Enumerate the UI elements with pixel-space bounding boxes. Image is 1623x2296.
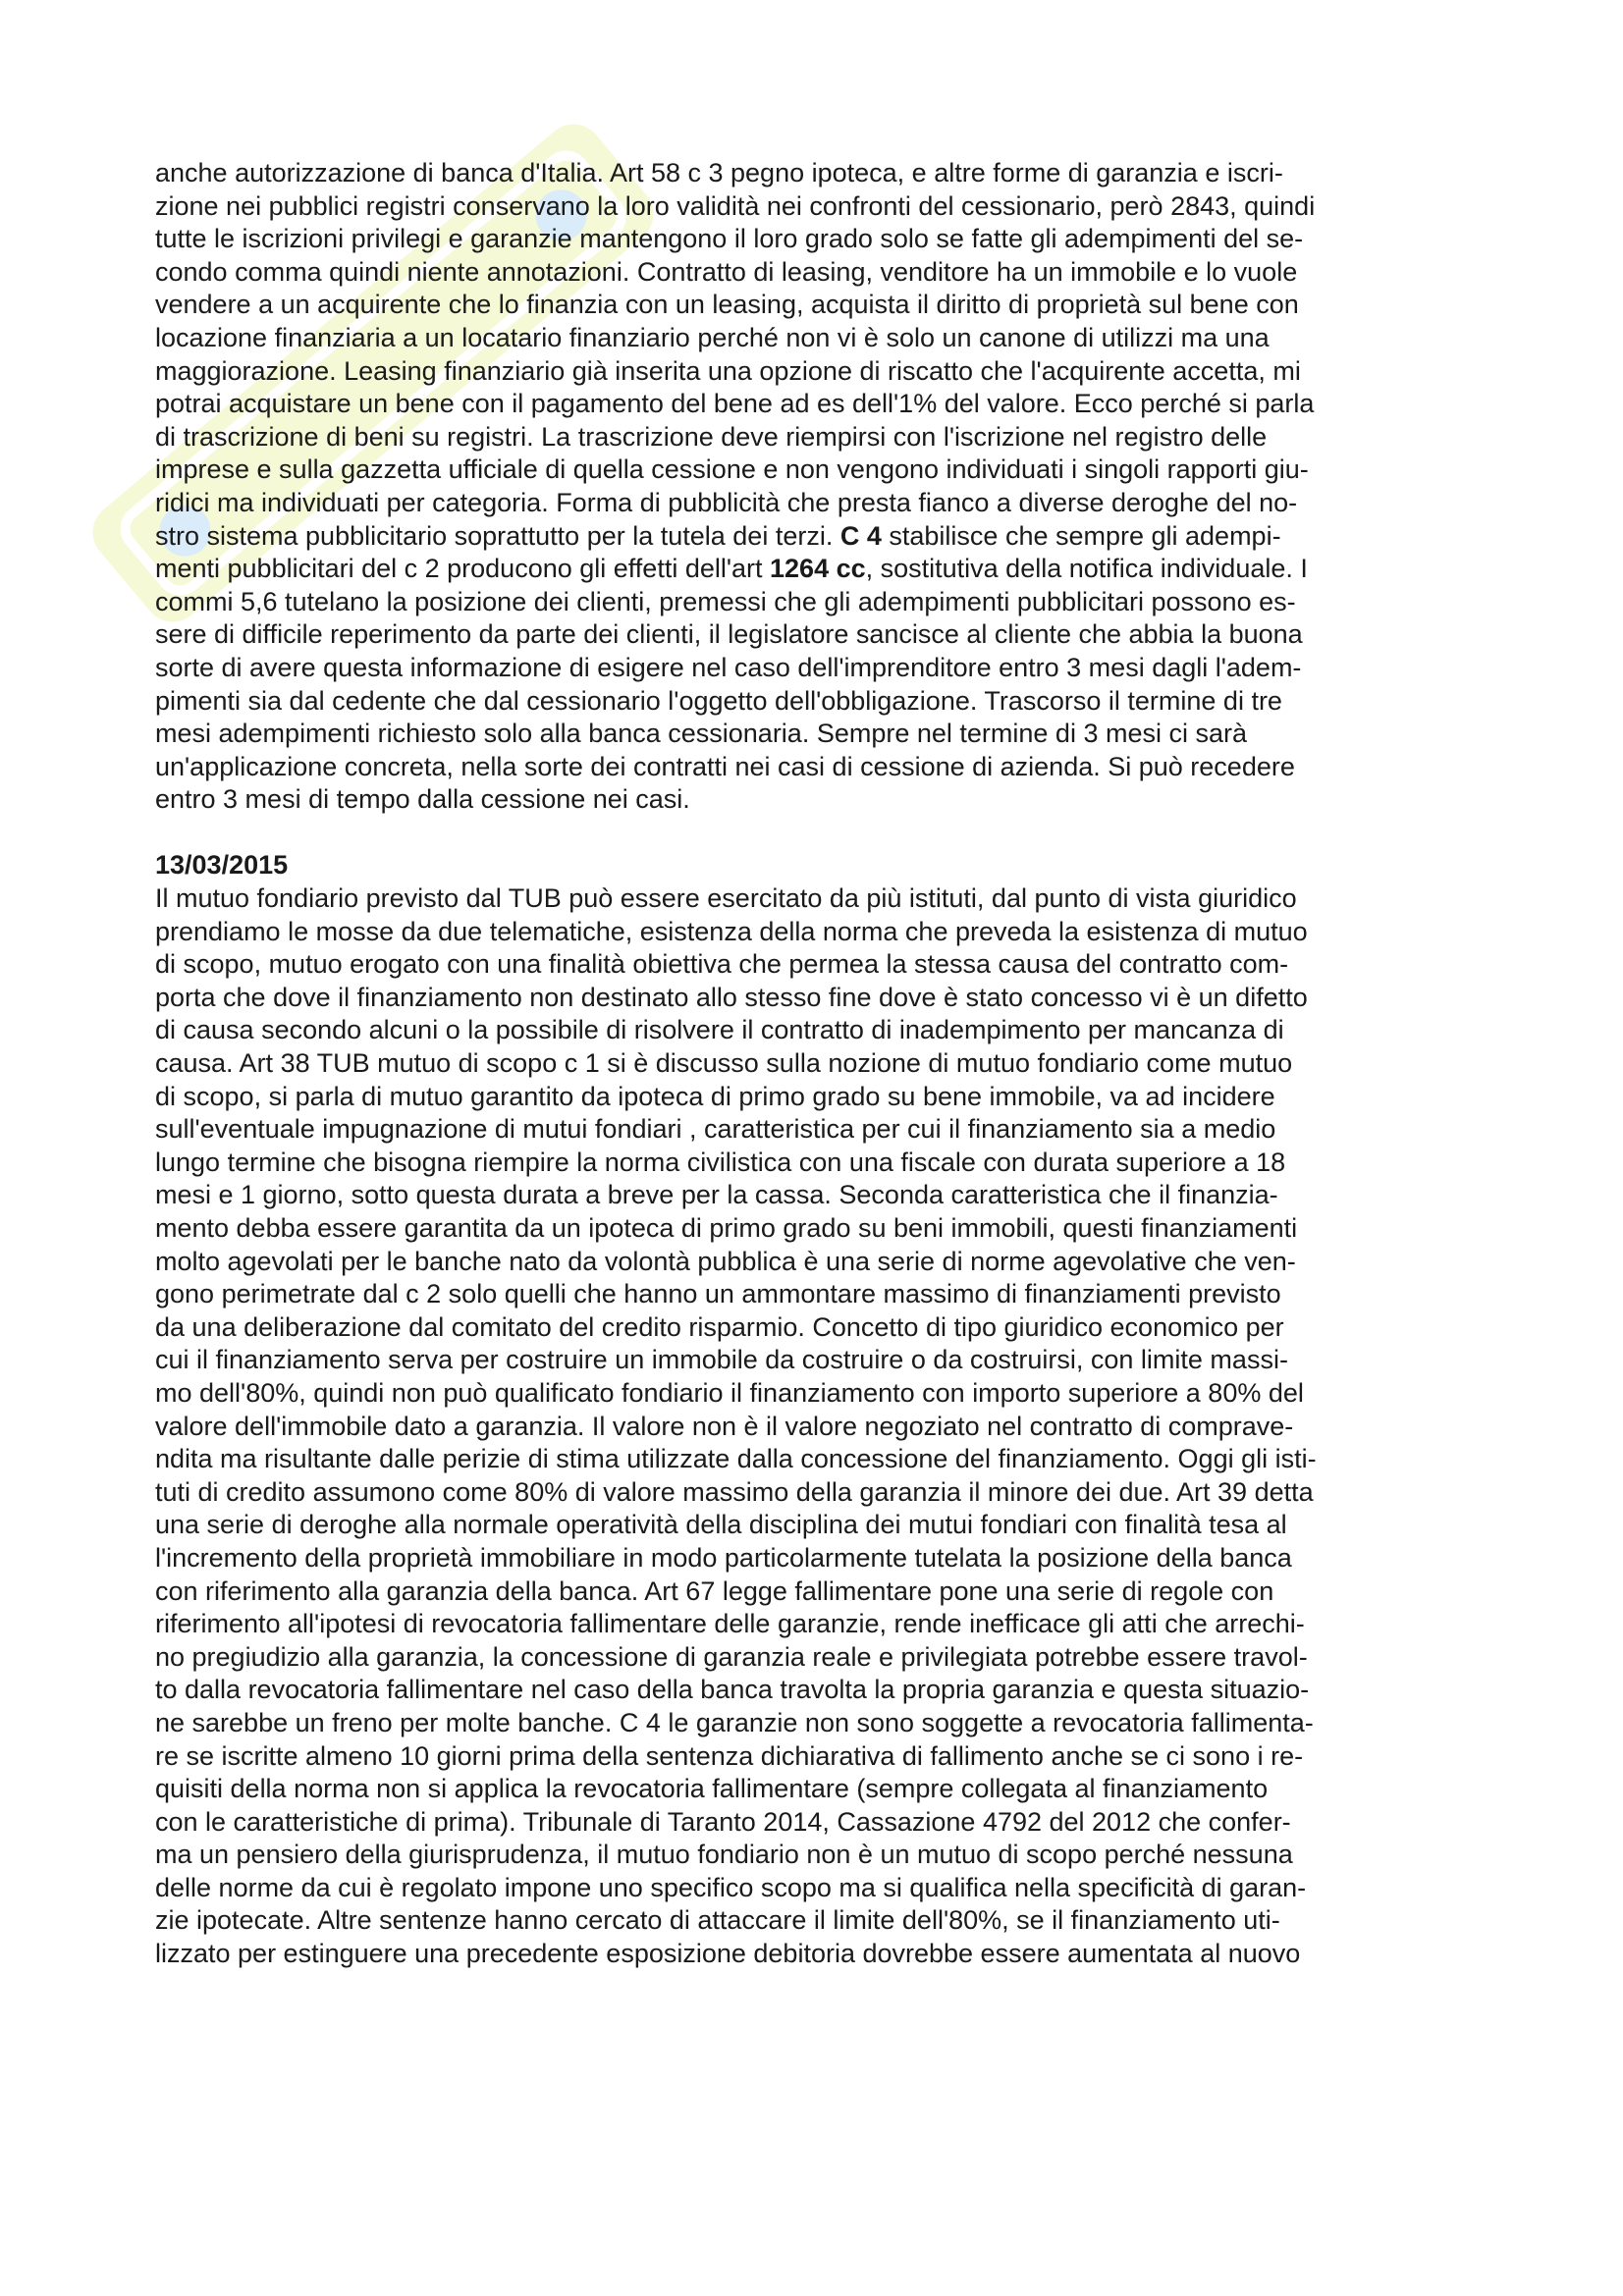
text-line: vendere a un acquirente che lo finanzia con un leasing, acquista il diritto di proprietà sul bene con <box>155 290 1299 320</box>
text-line: ma un pensiero della giurisprudenza, il mutuo fondiario non è un mutuo di scopo perché nessuna <box>155 1840 1293 1870</box>
text-line: quisiti della norma non si applica la revocatoria fallimentare (sempre collegata al finanziamento <box>155 1774 1269 1804</box>
paragraph-cessione <box>155 157 1481 817</box>
text-line: gono perimetrate dal c 2 solo quelli che hanno un ammontare massimo di finanziamenti previsto <box>155 1279 1281 1309</box>
paragraph-spacer <box>155 817 1481 850</box>
text-line: zie ipotecate. Altre sentenze hanno cercato di attaccare il limite dell'80%, se il finanziamento uti- <box>155 1905 1280 1936</box>
text-line: sere di difficile reperimento da parte dei clienti, il legislatore sancisce al cliente che abbia la buona <box>155 619 1303 650</box>
text-line: valore dell'immobile dato a garanzia. Il valore non è il valore negoziato nel contratto di comprave- <box>155 1411 1294 1441</box>
text-line: tutte le iscrizioni privilegi e garanzie mantengono il loro grado solo se fatte gli adempimenti del se- <box>155 224 1304 254</box>
bold-reference-c4: C 4 <box>839 520 882 551</box>
text-line: mesi adempimenti richiesto solo alla banca cessionaria. Sempre nel termine di 3 mesi ci sarà <box>155 719 1247 749</box>
text-line: pimenti sia dal cedente che dal cessionario l'oggetto dell'obbligazione. Trascorso il termine di tre <box>155 685 1282 716</box>
document-page <box>155 157 1481 1971</box>
text-fragment: stro sistema pubblicitario soprattutto per la tutela dei terzi. <box>155 520 834 551</box>
text-line: ne sarebbe un freno per molte banche. C 4 le garanzie non sono soggette a revocatoria fallimenta- <box>155 1707 1314 1737</box>
text-line: commi 5,6 tutelano la posizione dei clienti, premessi che gli adempimenti pubblicitari possono es- <box>155 586 1296 616</box>
text-line: porta che dove il finanziamento non destinato allo stesso fine dove è stato concesso vi è un difetto <box>155 982 1308 1012</box>
paragraph-mutuo-fondiario <box>155 882 1481 1971</box>
text-line: ridici ma individuati per categoria. Forma di pubblicità che presta fianco a diverse deroghe del no- <box>155 487 1298 517</box>
text-line: locazione finanziaria a un locatario finanziario perché non vi è solo un canone di utilizzi ma una <box>155 322 1270 352</box>
text-line: di scopo, mutuo erogato con una finalità obiettiva che permea la stessa causa del contratto com- <box>155 949 1289 980</box>
text-line: molto agevolati per le banche nato da volontà pubblica è una serie di norme agevolative che ven- <box>155 1246 1296 1276</box>
text-line: mesi e 1 giorno, sotto questa durata a breve per la cassa. Seconda caratteristica che il finanzia- <box>155 1180 1278 1210</box>
text-line: sull'eventuale impugnazione di mutui fondiari , caratteristica per cui il finanziamento sia a medio <box>155 1114 1276 1145</box>
text-line-with-bold <box>155 553 1481 586</box>
text-line: lizzato per estinguere una precedente esposizione debitoria dovrebbe essere aumentata al nuovo <box>155 1939 1301 1969</box>
text-line: no pregiudizio alla garanzia, la concessione di garanzia reale e privilegiata potrebbe essere travol- <box>155 1641 1308 1672</box>
text-line: sorte di avere questa informazione di esigere nel caso dell'imprenditore entro 3 mesi dagli l'adem- <box>155 652 1302 682</box>
text-line: zione nei pubblici registri conservano la loro validità nei confronti del cessionario, però 2843, quindi <box>155 190 1316 221</box>
text-fragment: , sostitutiva della notifica individuale. I <box>865 554 1308 584</box>
text-line: con le caratteristiche di prima). Tribunale di Taranto 2014, Cassazione 4792 del 2012 che confer- <box>155 1806 1291 1837</box>
text-line: da una deliberazione dal comitato del credito risparmio. Concetto di tipo giuridico economico per <box>155 1311 1284 1342</box>
text-line: di scopo, si parla di mutuo garantito da ipoteca di primo grado su bene immobile, va ad incidere <box>155 1081 1275 1111</box>
text-line: ndita ma risultante dalle perizie di stima utilizzate dalla concessione del finanziamento. Oggi gli isti- <box>155 1444 1317 1474</box>
section-date-heading: 13/03/2015 <box>155 850 289 881</box>
text-line: una serie di deroghe alla normale operatività della disciplina dei mutui fondiari con finalità tesa al <box>155 1510 1287 1540</box>
text-line: l'incremento della proprietà immobiliare in modo particolarmente tutelata la posizione della banca <box>155 1542 1292 1573</box>
text-line: causa. Art 38 TUB mutuo di scopo c 1 si è discusso sulla nozione di mutuo fondiario come mutuo <box>155 1048 1293 1079</box>
text-line: mo dell'80%, quindi non può qualificato fondiario il finanziamento con importo superiore a 80% del <box>155 1377 1304 1408</box>
bold-reference-1264: 1264 cc <box>770 554 866 584</box>
text-line: riferimento all'ipotesi di revocatoria fallimentare delle garanzie, rende inefficace gli atti che arrechi- <box>155 1609 1305 1639</box>
text-line: to dalla revocatoria fallimentare nel caso della banca travolta la propria garanzia e questa situazio- <box>155 1675 1310 1705</box>
text-line: imprese e sulla gazzetta ufficiale di quella cessione e non vengono individuati i singoli rapporti giu- <box>155 454 1309 485</box>
text-line: un'applicazione concreta, nella sorte dei contratti nei casi di cessione di azienda. Si può recedere <box>155 751 1295 781</box>
text-line: di causa secondo alcuni o la possibile di risolvere il contratto di inadempimento per mancanza di <box>155 1015 1284 1045</box>
text-line: lungo termine che bisogna riempire la norma civilistica con una fiscale con durata superiore a 18 <box>155 1147 1286 1177</box>
text-line: di trascrizione di beni su registri. La trascrizione deve riempirsi con l'iscrizione nel registro delle <box>155 421 1268 452</box>
text-line: cui il finanziamento serva per costruire un immobile da costruire o da costruirsi, con limite massi- <box>155 1345 1288 1375</box>
text-line: re se iscritte almeno 10 giorni prima della sentenza dichiarativa di fallimento anche se ci sono i re- <box>155 1740 1304 1771</box>
text-fragment: stabilisce che sempre gli adempi- <box>881 520 1281 551</box>
text-line: anche autorizzazione di banca d'Italia. Art 58 c 3 pegno ipoteca, e altre forme di garanzia e iscri- <box>155 158 1283 187</box>
text-line: prendiamo le mosse da due telematiche, esistenza della norma che preveda la esistenza di mutuo <box>155 916 1308 946</box>
text-line: potrai acquistare un bene con il pagamento del bene ad es dell'1% del valore. Ecco perché si parla <box>155 389 1315 419</box>
text-line: Il mutuo fondiario previsto dal TUB può essere esercitato da più istituti, dal punto di vista giuridico <box>155 883 1297 914</box>
text-line: mento debba essere garantita da un ipoteca di primo grado su beni immobili, questi finanziamenti <box>155 1213 1298 1243</box>
text-line: tuti di credito assumono come 80% di valore massimo della garanzia il minore dei due. Art 39 detta <box>155 1476 1314 1507</box>
text-line: con riferimento alla garanzia della banca. Art 67 legge fallimentare pone una serie di regole con <box>155 1575 1274 1606</box>
text-fragment: menti pubblicitari del c 2 producono gli effetti dell'art <box>155 554 771 584</box>
text-line: maggiorazione. Leasing finanziario già inserita una opzione di riscatto che l'acquirente accetta, mi <box>155 355 1301 386</box>
text-line: entro 3 mesi di tempo dalla cessione nei casi. <box>155 784 690 815</box>
text-line: delle norme da cui è regolato impone uno specifico scopo ma si qualifica nella specificità di garan- <box>155 1872 1307 1902</box>
text-line-with-bold <box>155 520 1481 554</box>
text-line: condo comma quindi niente annotazioni. Contratto di leasing, venditore ha un immobile e lo vuole <box>155 256 1298 287</box>
